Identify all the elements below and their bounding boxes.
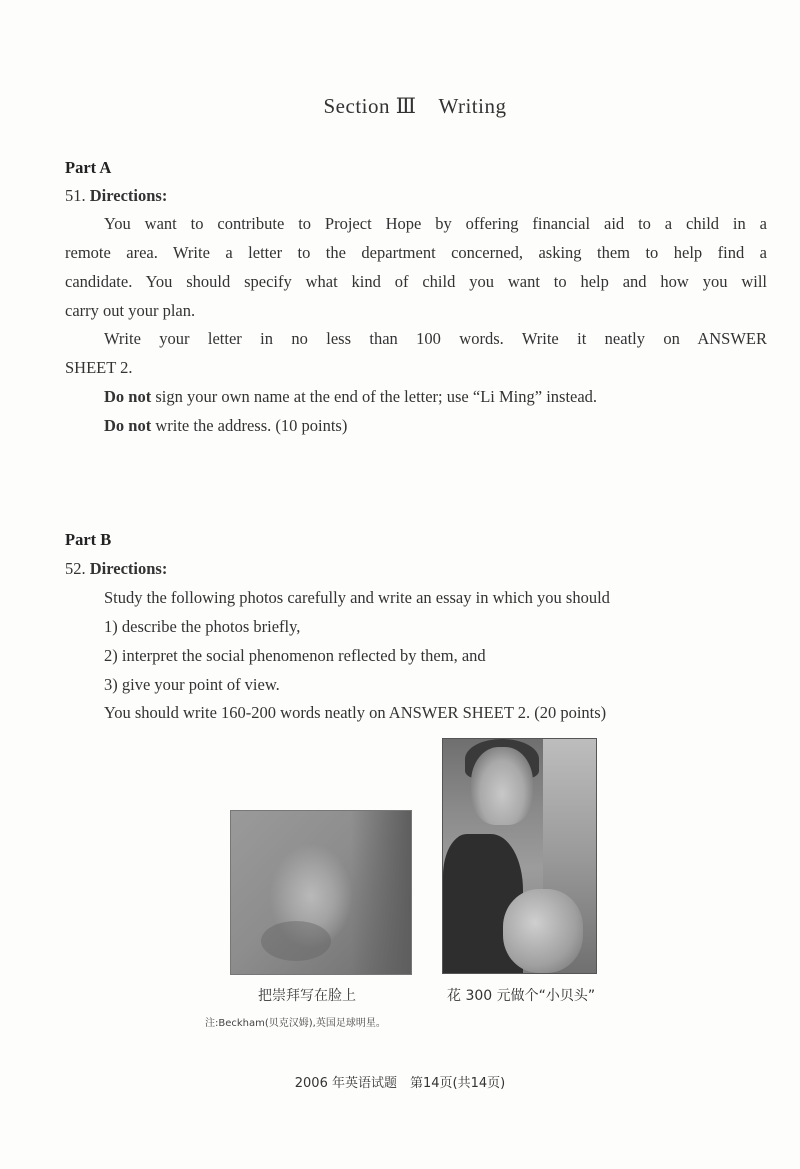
do-not-label: Do not (104, 416, 152, 435)
photo-haircut (442, 738, 597, 974)
photo-face-painting (230, 810, 412, 975)
paragraph-line: carry out your plan. (65, 301, 196, 320)
question-number: 51. (65, 186, 86, 205)
question-number: 52. (65, 559, 86, 578)
paragraph-line: remote area. Write a letter to the department concerned, asking them to help find a (65, 243, 767, 262)
paragraph-line: You should write 160-200 words neatly on ANSWER SHEET 2. (20 points) (104, 703, 607, 722)
do-not-label: Do not (104, 387, 152, 406)
paragraph-line: Write your letter in no less than 100 words. Write it neatly on ANSWER (104, 329, 767, 348)
list-item: 3) give your point of view. (104, 675, 280, 694)
paragraph-line: You want to contribute to Project Hope by offering financial aid to a child in a (104, 214, 767, 233)
section-number: Section Ⅲ (323, 94, 417, 118)
question-52-directions (65, 559, 167, 579)
list-item: 2) interpret the social phenomenon reflected by them, and (104, 646, 486, 665)
list-item: 1) describe the photos briefly, (104, 617, 301, 636)
paragraph-line: SHEET 2. (65, 358, 133, 377)
question-51-directions (65, 186, 167, 206)
paragraph-line: Study the following photos carefully and write an essay in which you should (104, 588, 610, 607)
photo-footnote: 注:Beckham(贝克汉姆),英国足球明星。 (205, 1018, 386, 1029)
directions-label: Directions: (89, 186, 168, 205)
part-b-heading: Part B (65, 530, 112, 549)
section-name: Writing (438, 94, 507, 118)
directions-label: Directions: (89, 559, 168, 578)
instruction-do-not-sign (104, 387, 597, 407)
photo-caption-right: 花 300 元做个“小贝头” (447, 988, 596, 1004)
section-title (0, 94, 800, 119)
page-footer: 2006 年英语试题 第14页(共14页) (294, 1076, 506, 1091)
part-a-heading: Part A (65, 158, 112, 177)
photo-caption-left: 把崇拜写在脸上 (258, 988, 356, 1004)
instruction-text: sign your own name at the end of the letter; use “Li Ming” instead. (151, 387, 598, 406)
instruction-do-not-address (104, 416, 347, 436)
paragraph-line: candidate. You should specify what kind of child you want to help and how you will (65, 272, 767, 291)
instruction-text: write the address. (10 points) (151, 416, 348, 435)
